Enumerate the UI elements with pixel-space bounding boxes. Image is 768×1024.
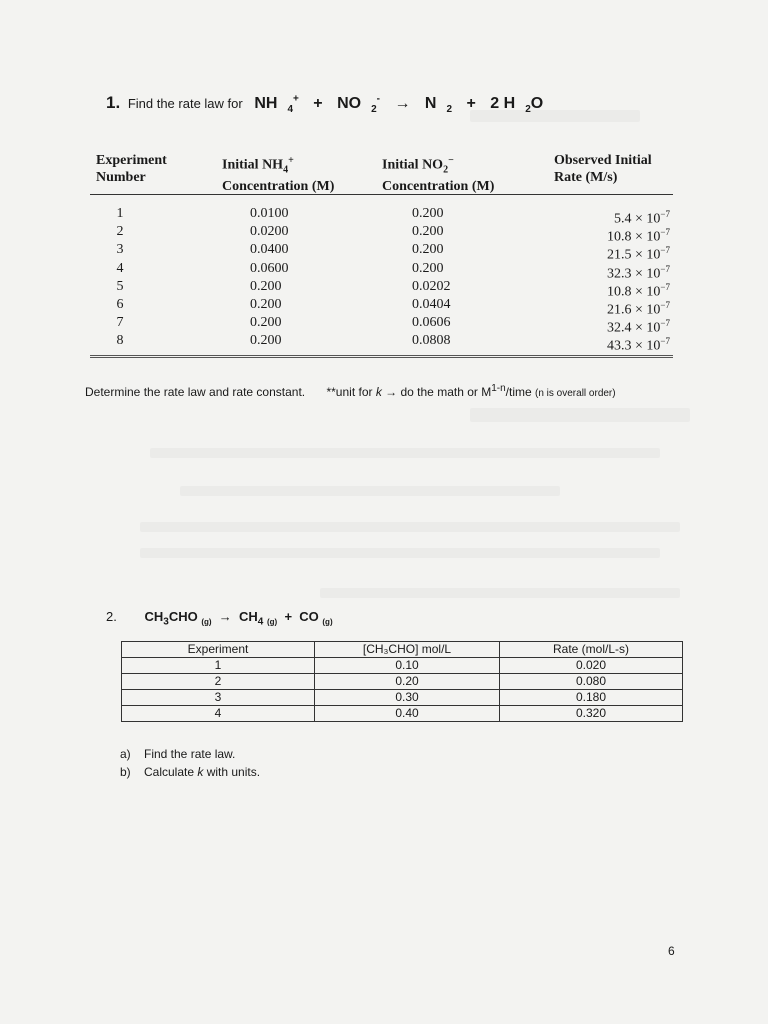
state-label: (g) [266,617,278,627]
header-cell: Experiment [122,642,315,658]
species-text: N [424,95,437,112]
cell-rate [570,260,670,282]
cell-nh4: 0.0600 [250,260,289,276]
rate-data-table-1 [90,152,673,358]
subscript: 2 [443,164,449,176]
state-label: (g) [201,617,212,627]
cell-experiment: 7 [116,315,124,331]
table-cell: 4 [122,706,315,722]
superscript: 1-n [491,383,506,394]
hint-k: k [375,385,382,399]
rate-exponent: −7 [660,299,670,310]
table-cell: 0.080 [500,674,683,690]
cell-nh4: 0.200 [250,333,282,349]
table-cell: 3 [122,690,315,706]
cell-nh4: 0.200 [250,315,282,331]
cell-rate [570,332,670,354]
table-cell: 0.40 [315,706,500,722]
rate-exponent: −7 [660,245,670,256]
question-prompt: Find the rate law for [127,96,243,111]
species-text: CH [144,609,164,624]
cell-rate [570,296,670,318]
table-row [90,278,673,300]
table-row [90,223,673,245]
item-k: k [197,765,204,779]
table-cell: 0.180 [500,690,683,706]
subscript: 4 [257,616,264,628]
table-header [90,152,673,195]
list-item [120,745,260,763]
table-row [90,205,673,227]
rate-exponent: −7 [660,318,670,329]
subscript: 2 [525,104,531,116]
table-cell: 1 [122,658,315,674]
page-number: 6 [668,944,675,958]
cell-rate [570,314,670,336]
subscript: 4 [283,164,289,176]
reaction-arrow-icon: → [218,609,232,624]
header-no2 [382,152,554,194]
table-body [122,642,683,722]
header-line: Experiment [96,153,167,168]
cell-nh4: 0.0100 [250,206,289,221]
header-line: Concentration (M) [222,179,335,195]
cell-experiment: 1 [116,206,124,221]
table-row [90,241,673,264]
cell-rate [570,278,670,300]
subscript: 2 [446,104,453,116]
bleed-through-mark [140,522,680,532]
cell-no2: 0.200 [412,260,444,276]
question-parts [120,745,260,781]
header-rate [554,152,673,194]
instruction-text: Determine the rate law and rate constant. [85,385,306,399]
table-row [90,314,673,336]
state-label: (g) [322,617,333,627]
header-cell: [CH₃CHO] mol/L [315,642,500,658]
question-1-title [106,93,563,115]
bleed-through-mark [470,408,690,422]
bleed-through-mark [320,588,680,598]
question-2-title [106,609,333,628]
header-text: Initial NO [382,157,444,173]
plus-sign: + [284,609,293,624]
plus-sign: + [466,95,476,112]
table-body [90,195,673,358]
header-line: Observed Initial [554,153,652,168]
header-line: Number [96,170,146,185]
species-text: NH [254,95,278,112]
cell-no2: 0.200 [412,206,444,221]
cell-no2: 0.0808 [412,333,451,349]
species-text: O [530,95,544,112]
instruction-line [85,383,616,399]
cell-no2: 0.0404 [412,296,451,312]
rate-exponent: −7 [660,263,670,274]
rate-exponent: −7 [660,336,670,347]
table-cell: 0.320 [500,706,683,722]
question-number: 2. [106,609,117,624]
item-text: Calculate [144,765,198,779]
rate-mantissa: 10.8 × 10 [607,229,661,245]
rate-exponent: −7 [660,281,670,292]
table-cell: 2 [122,674,315,690]
table-cell: 0.020 [500,658,683,674]
bleed-through-mark [180,486,560,496]
cell-nh4: 0.0200 [250,224,289,240]
rate-data-table-2 [121,641,683,722]
rate-mantissa: 5.4 × 10 [614,211,661,227]
header-text: Initial NH [222,157,284,173]
table-row [122,690,683,706]
subscript: 4 [287,104,293,116]
table-row [90,260,673,282]
table-row [122,674,683,690]
superscript: − [448,155,454,166]
cell-experiment: 4 [116,260,124,276]
cell-no2: 0.0606 [412,315,451,331]
item-text: with units. [203,765,261,779]
question-number: 1. [106,93,121,112]
rate-mantissa: 43.3 × 10 [607,338,661,354]
superscript: - [376,93,380,105]
table-row [122,706,683,722]
rate-mantissa: 10.8 × 10 [607,284,661,300]
table-header-row [122,642,683,658]
header-line [222,152,382,178]
cell-no2: 0.200 [412,224,444,240]
cell-no2: 0.200 [412,242,444,258]
cell-nh4: 0.200 [250,296,282,312]
cell-experiment: 3 [116,242,124,258]
cell-rate [570,241,670,264]
unit-hint [326,385,615,399]
subscript: 3 [163,616,169,628]
bleed-through-mark [140,548,660,558]
superscript: + [293,93,299,105]
subscript: 2 [371,104,377,116]
cell-experiment: 2 [116,224,124,240]
header-line [382,152,554,178]
table-cell: 0.30 [315,690,500,706]
cell-experiment: 5 [116,278,124,294]
species-text: 2 H [490,95,516,112]
reaction-equation [254,93,563,116]
species-text: CH [239,609,258,624]
table-cell: 0.20 [315,674,500,690]
rate-mantissa: 21.5 × 10 [607,248,661,264]
cell-rate [570,223,670,245]
hint-note: (n is overall order) [535,388,616,399]
item-label: a) [120,747,131,761]
bleed-through-mark [150,448,660,458]
table-row [122,658,683,674]
cell-nh4: 0.0400 [250,242,289,258]
rate-exponent: −7 [660,227,670,238]
plus-sign: + [313,95,323,112]
rate-exponent: −7 [660,209,670,219]
hint-text: /time [505,385,536,399]
species-text: NO [337,95,362,112]
cell-rate [570,205,670,227]
hint-text: **unit for [326,385,376,399]
header-line: Concentration (M) [382,179,495,195]
table-row [90,296,673,318]
rate-mantissa: 21.6 × 10 [607,302,661,318]
hint-text: → do the math or M [381,385,492,399]
rate-mantissa: 32.3 × 10 [607,266,661,282]
reaction-arrow-icon: → [394,95,411,112]
item-label: b) [120,765,131,779]
table-row [90,332,673,354]
table-cell: 0.10 [315,658,500,674]
superscript: + [288,155,294,166]
reaction-equation [144,609,333,628]
header-line: Rate (M/s) [554,170,618,185]
rate-mantissa: 32.4 × 10 [607,320,661,336]
cell-experiment: 8 [116,333,124,349]
item-text: Find the rate law. [144,747,236,761]
species-text: CHO [168,609,198,624]
cell-experiment: 6 [116,296,124,312]
header-nh4 [222,152,382,194]
species-text: CO [299,609,319,624]
list-item [120,763,260,781]
cell-no2: 0.0202 [412,278,451,294]
header-experiment [90,152,222,194]
header-cell: Rate (mol/L-s) [500,642,683,658]
cell-nh4: 0.200 [250,278,282,294]
